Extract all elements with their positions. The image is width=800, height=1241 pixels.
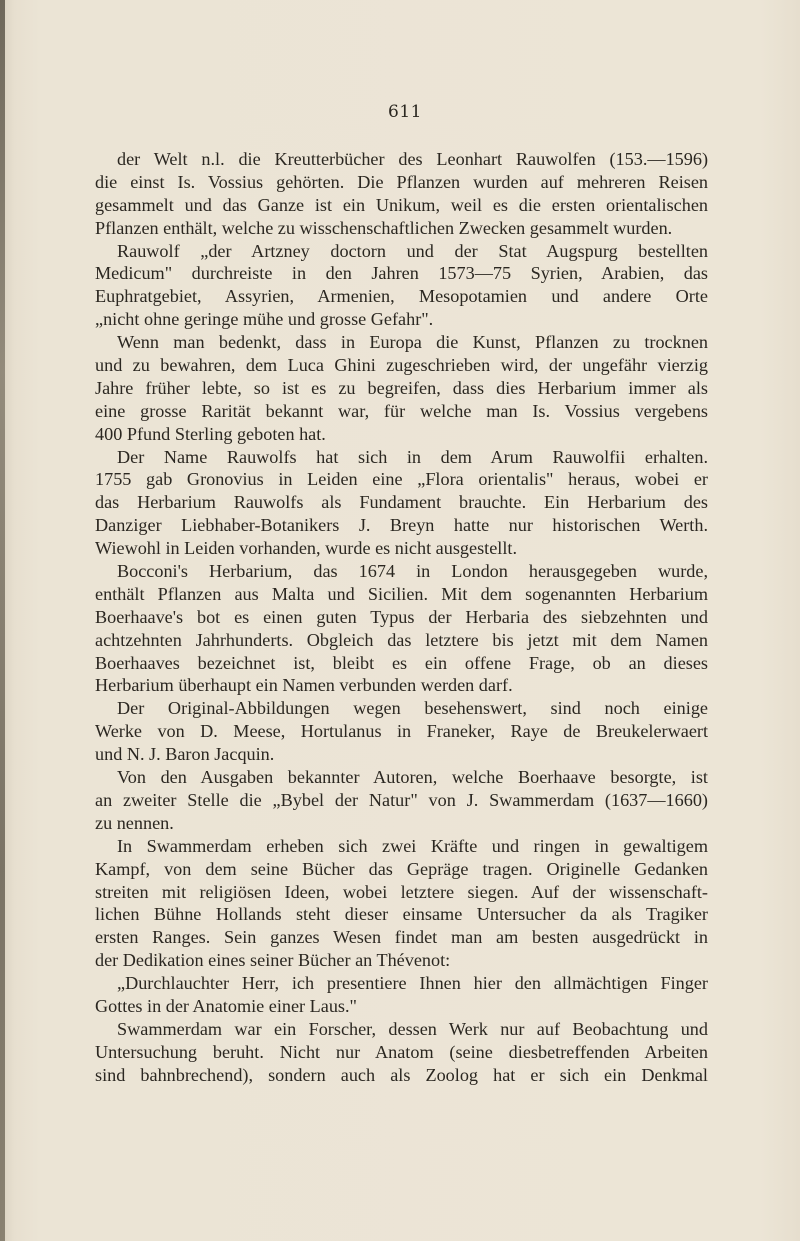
text-line: Pflanzen enthält, welche zu wisschenschaftlichen Zwecken gesammelt wurden. [95, 217, 673, 238]
text-line: Bocconi's Herbarium, das 1674 in London herausgegeben wurde, [117, 561, 708, 582]
paragraph [95, 331, 708, 445]
text-line: Wiewohl in Leiden vorhanden, wurde es nicht ausgestellt. [95, 538, 518, 559]
paragraph [95, 148, 708, 240]
text-line: der Dedikation eines seiner Bücher an Thévenot: [95, 950, 451, 971]
paragraph [95, 835, 708, 972]
text-line: Medicum" durchreiste in den Jahren 1573—75 Syrien, Arabien, das [95, 263, 708, 284]
text-line: Euphratgebiet, Assyrien, Armenien, Mesopotamien und andere Orte [95, 286, 708, 307]
text-line: und N. J. Baron Jacquin. [95, 744, 275, 765]
paragraph [95, 1018, 708, 1087]
page-number: 611 [388, 102, 422, 122]
text-line: 1755 gab Gronovius in Leiden eine „Flora orientalis" heraus, wobei er [95, 469, 708, 490]
text-line: das Herbarium Rauwolfs als Fundament brauchte. Ein Herbarium des [95, 492, 708, 513]
text-line: ersten Ranges. Sein ganzes Wesen findet man am besten ausgedrückt in [95, 927, 708, 948]
paragraph [95, 972, 708, 1018]
text-line: zu nennen. [95, 812, 174, 833]
paragraph [95, 697, 708, 766]
paragraph [95, 446, 708, 560]
text-line: Untersuchung beruht. Nicht nur Anatom (seine diesbetreffenden Arbeiten [95, 1041, 708, 1062]
text-line: Wenn man bedenkt, dass in Europa die Kunst, Pflanzen zu trocknen [117, 332, 708, 353]
text-line: „nicht ohne geringe mühe und grosse Gefahr". [95, 309, 434, 330]
text-line: 400 Pfund Sterling geboten hat. [95, 423, 326, 444]
text-line: Gottes in der Anatomie einer Laus." [95, 995, 357, 1016]
binding-edge [0, 0, 5, 1241]
text-line: Werke von D. Meese, Hortulanus in Franeker, Raye de Breukelerwaert [95, 721, 708, 742]
body-text [95, 148, 708, 1087]
text-line: Von den Ausgaben bekannter Autoren, welche Boerhaave besorgte, ist [117, 767, 708, 788]
text-line: achtzehnten Jahrhunderts. Obgleich das letztere bis jetzt mit dem Namen [95, 629, 708, 650]
text-line: lichen Bühne Hollands steht dieser einsame Untersucher da als Tragiker [95, 904, 708, 925]
text-line: Swammerdam war ein Forscher, dessen Werk nur auf Beobachtung und [117, 1018, 708, 1039]
text-line: der Welt n.l. die Kreutterbücher des Leonhart Rauwolfen (153.—1596) [117, 149, 708, 169]
text-line: Jahre früher lebte, so ist es zu begreifen, dass dies Herbarium immer als [95, 377, 708, 398]
text-line: enthält Pflanzen aus Malta und Sicilien. Mit dem sogenannten Herbarium [95, 583, 708, 604]
text-line: Boerhaaves bezeichnet ist, bleibt es ein offene Frage, ob an dieses [95, 652, 708, 673]
text-line: In Swammerdam erheben sich zwei Kräfte und ringen in gewaltigem [117, 835, 708, 856]
text-line: sind bahnbrechend), sondern auch als Zoolog hat er sich ein Denkmal [95, 1064, 708, 1085]
text-line: und zu bewahren, dem Luca Ghini zugeschrieben wird, der ungefähr vierzig [95, 355, 708, 376]
text-line: die einst Is. Vossius gehörten. Die Pflanzen wurden auf mehreren Reisen [95, 171, 708, 192]
text-line: streiten mit religiösen Ideen, wobei letztere siegen. Auf der wissenschaft- [95, 881, 708, 902]
paragraph [95, 240, 708, 332]
paragraph [95, 766, 708, 835]
text-line: an zweiter Stelle die „Bybel der Natur" von J. Swammerdam (1637—1660) [95, 789, 708, 810]
text-line: gesammelt und das Ganze ist ein Unikum, weil es die ersten orientalischen [95, 194, 708, 215]
text-line: Danziger Liebhaber-Botanikers J. Breyn hatte nur historischen Werth. [95, 515, 708, 536]
text-line: Der Original-Abbildungen wegen besehenswert, sind noch einige [117, 698, 708, 719]
paragraph [95, 560, 708, 697]
text-line: „Durchlauchter Herr, ich presentiere Ihnen hier den allmächtigen Finger [117, 973, 708, 994]
text-line: Boerhaave's bot es einen guten Typus der Herbaria des siebzehnten und [95, 606, 708, 627]
text-line: Herbarium überhaupt ein Namen verbunden werden darf. [95, 675, 513, 696]
text-line: Kampf, von dem seine Bücher das Gepräge tragen. Originelle Gedanken [95, 858, 708, 879]
text-line: eine grosse Rarität bekannt war, für welche man Is. Vossius vergebens [95, 400, 708, 421]
text-line: Der Name Rauwolfs hat sich in dem Arum Rauwolfii erhalten. [117, 446, 708, 467]
text-line: Rauwolf „der Artzney doctorn und der Stat Augspurg bestellten [117, 240, 708, 261]
